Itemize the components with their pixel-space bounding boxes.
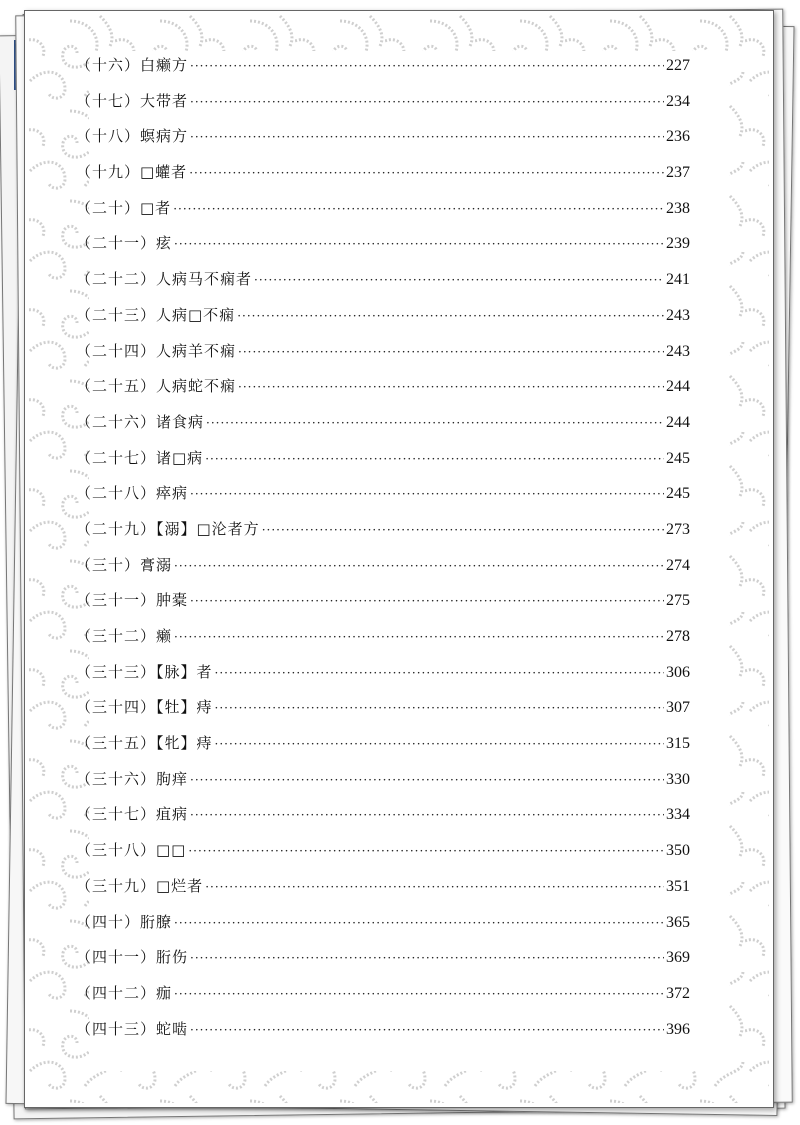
toc-entry-title: （十八）螟病方 xyxy=(76,127,189,146)
toc-entry-title: （三十二）癞 xyxy=(76,627,173,645)
toc-entry-page-number: 244 xyxy=(666,413,690,431)
toc-leader-dots xyxy=(238,345,664,359)
toc-leader-dots xyxy=(190,951,664,965)
toc-entry-page-number: 245 xyxy=(666,449,690,467)
toc-leader-dots xyxy=(190,130,664,144)
toc-entry-title: （十六）白癞方 xyxy=(76,56,189,74)
toc-entry-title: （三十一）肿橐 xyxy=(76,591,189,610)
toc-entry-page-number: 243 xyxy=(666,306,690,324)
toc-entry[interactable] xyxy=(76,875,690,911)
toc-entry[interactable] xyxy=(76,982,690,1018)
table-of-contents xyxy=(76,54,690,1053)
toc-entry-title: （三十八）□□ xyxy=(76,841,187,860)
toc-entry[interactable] xyxy=(76,482,690,518)
toc-entry-page-number: 330 xyxy=(666,770,690,788)
toc-leader-dots xyxy=(205,452,664,466)
toc-entry[interactable] xyxy=(76,161,690,197)
toc-entry-title: （二十一）痃 xyxy=(76,234,173,253)
toc-entry-page-number: 274 xyxy=(666,556,690,574)
toc-entry-page-number: 239 xyxy=(666,235,690,253)
toc-entry-page-number: 372 xyxy=(666,984,690,1002)
toc-entry-page-number: 227 xyxy=(666,57,690,74)
toc-entry-title: （三十三）【脉】者 xyxy=(76,662,213,681)
toc-leader-dots xyxy=(189,166,664,180)
toc-entry-page-number: 307 xyxy=(666,699,690,717)
toc-entry-page-number: 237 xyxy=(666,164,690,182)
toc-entry[interactable] xyxy=(76,946,690,982)
toc-leader-dots xyxy=(190,487,664,501)
toc-leader-dots xyxy=(174,916,664,930)
toc-entry[interactable] xyxy=(76,661,690,697)
toc-entry-page-number: 243 xyxy=(666,342,690,360)
toc-entry[interactable] xyxy=(76,1018,690,1054)
toc-entry[interactable] xyxy=(76,304,690,340)
toc-entry-title: （三十四）【牡】痔 xyxy=(76,698,213,717)
toc-entry[interactable] xyxy=(76,125,690,161)
toc-entry-title: （三十九）□烂者 xyxy=(76,876,204,895)
toc-leader-dots xyxy=(174,630,664,644)
toc-entry-title: （十九）□蠸者 xyxy=(76,163,188,182)
toc-leader-dots xyxy=(190,808,664,822)
toc-entry-page-number: 236 xyxy=(666,128,690,146)
toc-entry[interactable] xyxy=(76,732,690,768)
toc-leader-dots xyxy=(174,237,664,251)
toc-entry-title: （四十三）蛇啮 xyxy=(76,1019,189,1038)
toc-entry-page-number: 273 xyxy=(666,520,690,538)
toc-entry-title: （四十）胻膫 xyxy=(76,912,173,931)
toc-entry[interactable] xyxy=(76,232,690,268)
toc-entry-page-number: 396 xyxy=(666,1020,690,1038)
toc-entry-title: （三十六）朐痒 xyxy=(76,769,189,788)
toc-entry-title: （三十）膏溺 xyxy=(76,555,173,574)
toc-leader-dots xyxy=(262,523,664,537)
toc-entry[interactable] xyxy=(76,518,690,554)
toc-leader-dots xyxy=(174,987,664,1001)
toc-entry-title: （二十二）人病马不痫者 xyxy=(76,270,253,289)
toc-leader-dots xyxy=(215,666,664,680)
toc-entry[interactable] xyxy=(76,589,690,625)
toc-entry[interactable] xyxy=(76,411,690,447)
toc-entry-page-number: 244 xyxy=(666,378,690,396)
toc-entry[interactable] xyxy=(76,768,690,804)
toc-entry[interactable] xyxy=(76,803,690,839)
toc-entry-title: （二十四）人病羊不痫 xyxy=(76,341,237,360)
toc-entry[interactable] xyxy=(76,197,690,233)
toc-leader-dots xyxy=(190,1023,664,1037)
toc-entry-page-number: 238 xyxy=(666,199,690,217)
toc-entry-page-number: 315 xyxy=(666,735,690,753)
toc-entry-title: （四十二）痂 xyxy=(76,983,173,1002)
toc-entry-title: （二十八）瘁病 xyxy=(76,484,189,503)
toc-entry-title: （三十七）疽病 xyxy=(76,805,189,824)
toc-leader-dots xyxy=(173,202,664,216)
toc-entry[interactable] xyxy=(76,54,690,90)
toc-entry-page-number: 351 xyxy=(666,877,690,895)
toc-entry-page-number: 369 xyxy=(666,949,690,967)
toc-entry[interactable] xyxy=(76,554,690,590)
toc-entry[interactable] xyxy=(76,625,690,661)
toc-entry-page-number: 234 xyxy=(666,92,690,110)
toc-entry-title: （二十六）诸食病 xyxy=(76,412,205,431)
toc-leader-dots xyxy=(190,95,664,109)
toc-entry-page-number: 241 xyxy=(666,271,690,289)
toc-entry[interactable] xyxy=(76,375,690,411)
toc-entry-page-number: 350 xyxy=(666,842,690,860)
toc-leader-dots xyxy=(215,737,664,751)
toc-entry-page-number: 275 xyxy=(666,592,690,610)
toc-entry[interactable] xyxy=(76,696,690,732)
toc-leader-dots xyxy=(206,416,664,430)
toc-entry[interactable] xyxy=(76,90,690,126)
toc-entry[interactable] xyxy=(76,340,690,376)
toc-entry[interactable] xyxy=(76,447,690,483)
toc-leader-dots xyxy=(254,273,664,287)
toc-leader-dots xyxy=(190,594,664,608)
toc-entry-page-number: 306 xyxy=(666,663,690,681)
toc-leader-dots xyxy=(174,559,664,573)
toc-entry-title: （十七）大带者 xyxy=(76,91,189,110)
toc-entry-page-number: 245 xyxy=(666,485,690,503)
toc-entry-page-number: 334 xyxy=(666,806,690,824)
toc-entry[interactable] xyxy=(76,839,690,875)
toc-leader-dots xyxy=(237,309,664,323)
toc-entry-title: （二十五）人病蛇不痫 xyxy=(76,377,237,396)
toc-entry-title: （二十七）诸□病 xyxy=(76,448,204,467)
toc-entry-title: （四十一）胻伤 xyxy=(76,948,189,967)
toc-entry[interactable] xyxy=(76,268,690,304)
toc-entry-title: （二十九）【溺】□沦者方 xyxy=(76,519,260,538)
toc-entry-page-number: 365 xyxy=(666,913,690,931)
toc-entry-title: （二十三）人病□不痫 xyxy=(76,305,236,324)
toc-leader-dots xyxy=(215,701,664,715)
toc-entry-title: （三十五）【牝】痔 xyxy=(76,734,213,753)
toc-leader-dots xyxy=(188,844,664,858)
toc-entry-title: （二十）□者 xyxy=(76,198,172,217)
toc-leader-dots xyxy=(190,773,664,787)
toc-leader-dots xyxy=(190,59,664,73)
toc-entry[interactable] xyxy=(76,911,690,947)
toc-leader-dots xyxy=(205,880,664,894)
toc-leader-dots xyxy=(238,380,664,394)
toc-entry-page-number: 278 xyxy=(666,628,690,645)
